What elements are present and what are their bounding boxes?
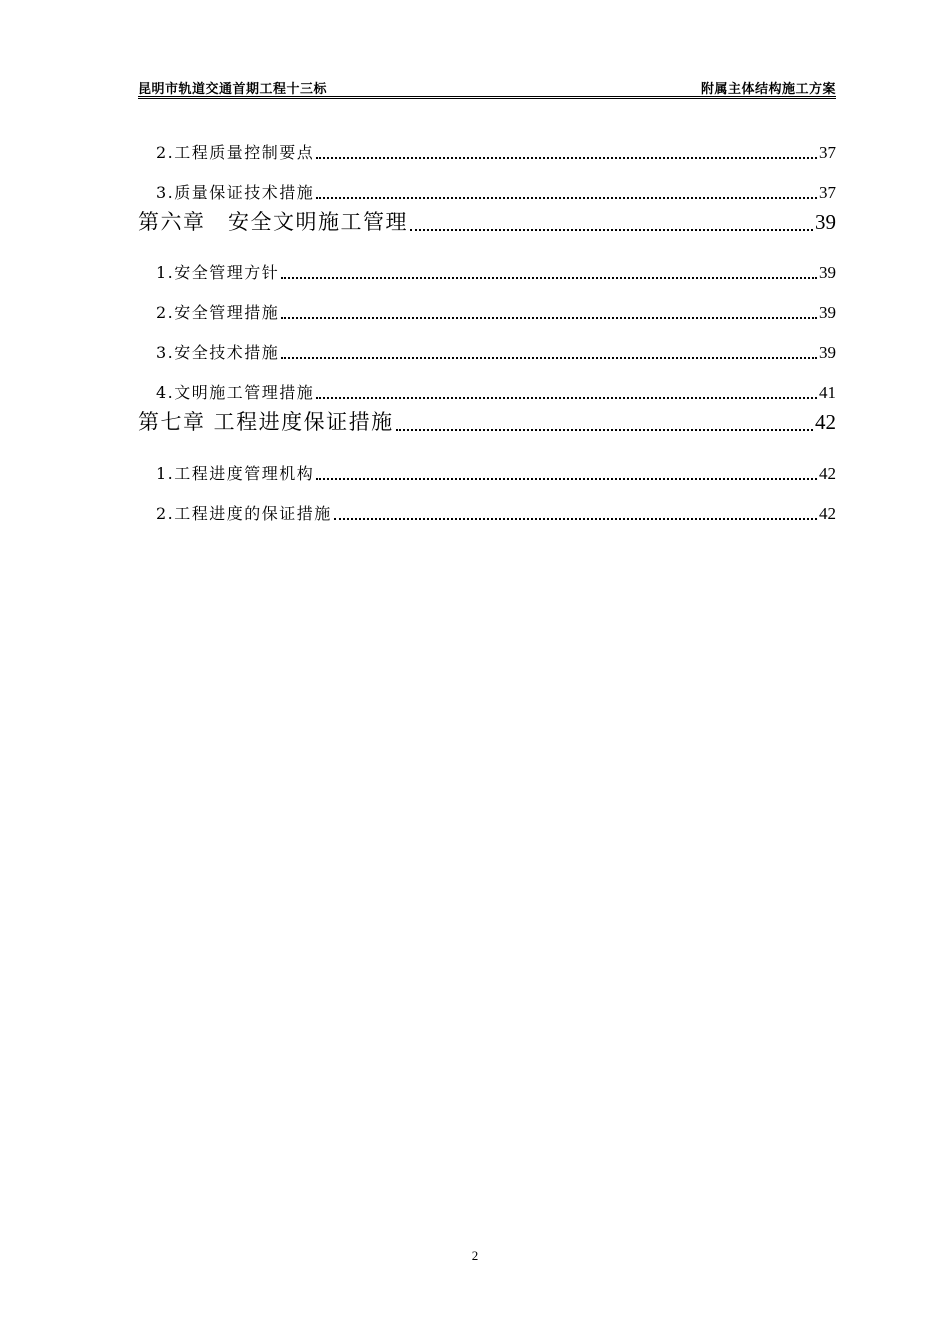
toc-entry-page: 42 (819, 504, 836, 523)
header-project-name: 昆明市轨道交通首期工程十三标 (138, 82, 328, 97)
toc-entry-label: 3.安全技术措施 (156, 343, 280, 362)
toc-entry[interactable] (138, 180, 836, 203)
page-header (138, 74, 836, 99)
toc-entry[interactable] (138, 461, 836, 484)
toc-leader-dots (316, 397, 817, 399)
toc-leader-dots (316, 197, 817, 199)
toc-entry-page: 39 (819, 303, 836, 322)
toc-leader-dots (316, 478, 817, 480)
toc-entry-label: 2.工程质量控制要点 (156, 143, 315, 162)
toc-entry-label: 第七章 工程进度保证措施 (138, 410, 394, 434)
toc-entry-page: 37 (819, 143, 836, 162)
toc-entry[interactable] (138, 140, 836, 163)
toc-entry-label: 1.工程进度管理机构 (156, 464, 315, 483)
toc-entry[interactable] (138, 380, 836, 403)
page-number: 2 (471, 1248, 479, 1263)
toc-entry[interactable] (138, 340, 836, 363)
toc-entry[interactable] (138, 501, 836, 524)
toc-entry-label: 3.质量保证技术措施 (156, 183, 315, 202)
toc-leader-dots (396, 429, 813, 431)
toc-leader-dots (281, 317, 817, 319)
toc-entry-label: 2.安全管理措施 (156, 303, 280, 322)
toc-chapter-entry[interactable] (138, 206, 836, 236)
header-document-title: 附属主体结构施工方案 (700, 82, 836, 97)
toc-leader-dots (281, 277, 817, 279)
toc-entry-label: 4.文明施工管理措施 (156, 383, 315, 402)
toc-leader-dots (281, 357, 817, 359)
toc-entry-page: 39 (819, 263, 836, 282)
toc-entry-page: 42 (815, 410, 836, 434)
toc-entry-page: 39 (815, 210, 836, 234)
toc-entry-page: 37 (819, 183, 836, 202)
toc-entry-page: 39 (819, 343, 836, 362)
toc-leader-dots (334, 518, 817, 520)
toc-entry-page: 41 (819, 383, 836, 402)
toc-entry-label: 2.工程进度的保证措施 (156, 504, 332, 523)
toc-entry-label: 1.安全管理方针 (156, 263, 280, 282)
toc-entry[interactable] (138, 260, 836, 283)
toc-leader-dots (316, 157, 817, 159)
toc-entry-page: 42 (819, 464, 836, 483)
toc-entry-label: 第六章 安全文明施工管理 (138, 210, 408, 234)
toc-leader-dots (410, 229, 813, 231)
toc-entry[interactable] (138, 300, 836, 323)
toc-chapter-entry[interactable] (138, 406, 836, 436)
